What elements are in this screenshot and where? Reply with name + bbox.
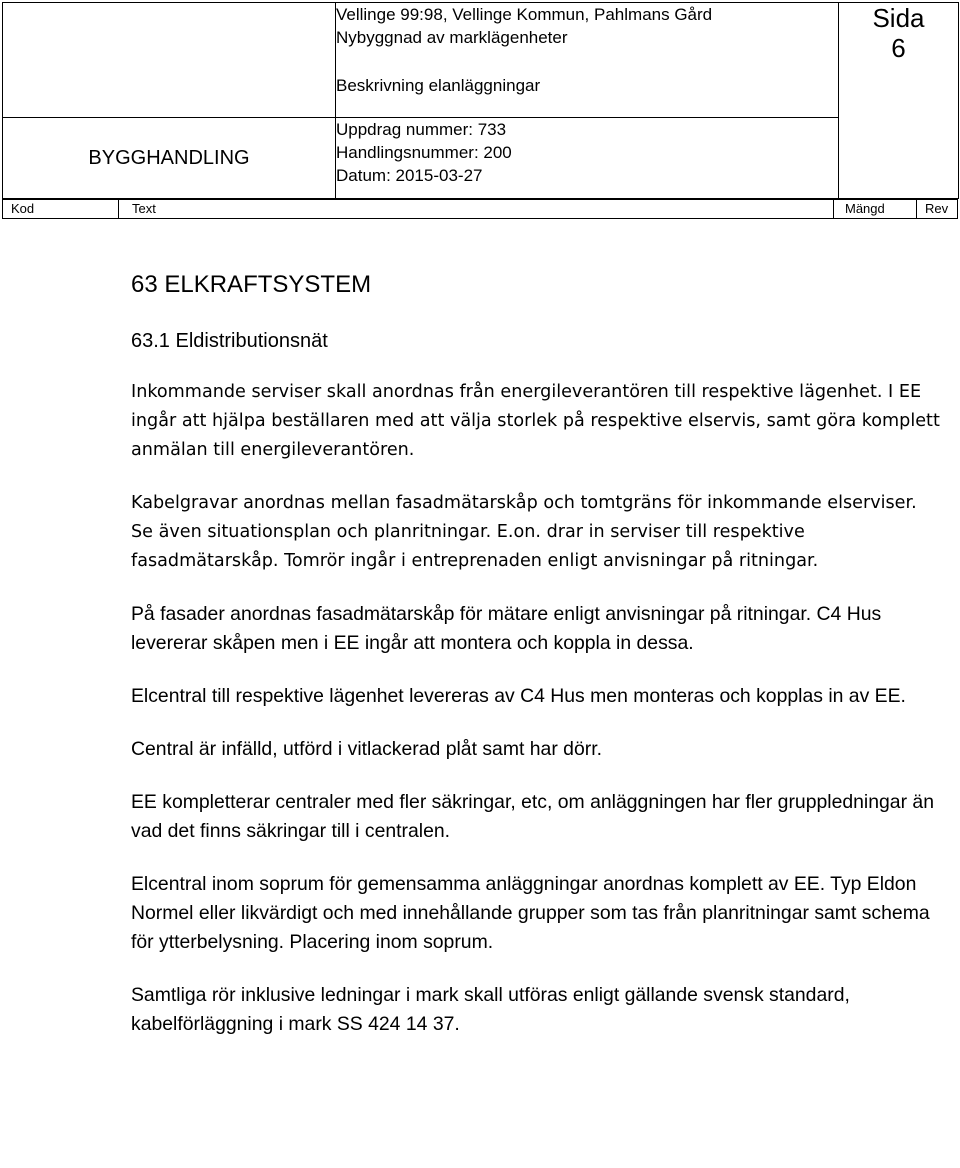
project-info xyxy=(336,3,839,118)
paragraph-meter-cabinets: På fasader anordnas fasadmätarskåp för mätare enligt anvisningar på ritningar. C4 Hus levererar skåpen men i EE ingår att montera och koppla in dessa. xyxy=(131,603,882,654)
document-metadata xyxy=(336,118,839,199)
paragraph-board-design: Central är infälld, utförd i vitlackerad plåt samt har dörr. xyxy=(131,738,602,760)
paragraph-distribution-board: Elcentral till respektive lägenhet levereras av C4 Hus men monteras och kopplas in av EE. xyxy=(131,685,906,707)
document-date: Datum: 2015-03-27 xyxy=(336,166,483,185)
document-title: Beskrivning elanläggningar xyxy=(336,76,541,95)
column-header-bar xyxy=(2,199,958,219)
paragraph-extra-fuses: EE kompletterar centraler med fler säkringar, etc, om anläggningen har fler gruppledningar än vad det finns säkringar till i centralen. xyxy=(131,791,934,842)
column-rev: Rev xyxy=(925,201,949,216)
page-label: Sida xyxy=(872,3,925,33)
section-heading: 63 ELKRAFTSYSTEM xyxy=(131,271,372,298)
page-number: 6 xyxy=(891,33,906,63)
paragraph-refuse-room-board: Elcentral inom soprum för gemensamma anläggningar anordnas komplett av EE. Typ Eldon Normel eller likvärdigt och med innehållande grupper som tas från planritningar samt schema för ytterbelysning. Placering inom soprum. xyxy=(131,873,930,953)
paragraph-incoming-services: Inkommande serviser skall anordnas från energileverantören till respektive lägenhet. I EE ingår att hjälpa beställaren med att välja storlek på respektive elservis, samt göra komplett anmälan till energileverantören. xyxy=(131,382,940,460)
column-kod: Kod xyxy=(11,201,35,216)
document-type: BYGGHANDLING xyxy=(3,118,336,199)
column-divider xyxy=(118,200,119,218)
assignment-number: Uppdrag nummer: 733 xyxy=(336,120,507,139)
document-number: Handlingsnummer: 200 xyxy=(336,143,512,162)
column-divider xyxy=(833,200,834,218)
logo-area xyxy=(3,3,336,118)
column-divider xyxy=(916,200,917,218)
column-text: Text xyxy=(132,201,156,216)
project-subtitle: Nybyggnad av marklägenheter xyxy=(336,28,568,47)
document-body xyxy=(131,268,941,1063)
project-name: Vellinge 99:98, Vellinge Kommun, Pahlmans Gård xyxy=(336,5,713,24)
paragraph-ground-cabling: Samtliga rör inklusive ledningar i mark skall utföras enligt gällande svensk standard, kabelförläggning i mark SS 424 14 37. xyxy=(131,984,850,1035)
subsection-heading: 63.1 Eldistributionsnät xyxy=(131,330,328,352)
document-header xyxy=(2,2,959,199)
column-mangd: Mängd xyxy=(845,201,885,216)
paragraph-cable-trenches: Kabelgravar anordnas mellan fasadmätarskåp och tomtgräns för inkommande elserviser. Se även situationsplan och planritningar. E.on. drar in serviser till respektive fasadmätarskåp. Tomrör ingår i entreprenaden enligt anvisningar på ritningar. xyxy=(131,493,917,571)
page-indicator xyxy=(839,3,959,199)
